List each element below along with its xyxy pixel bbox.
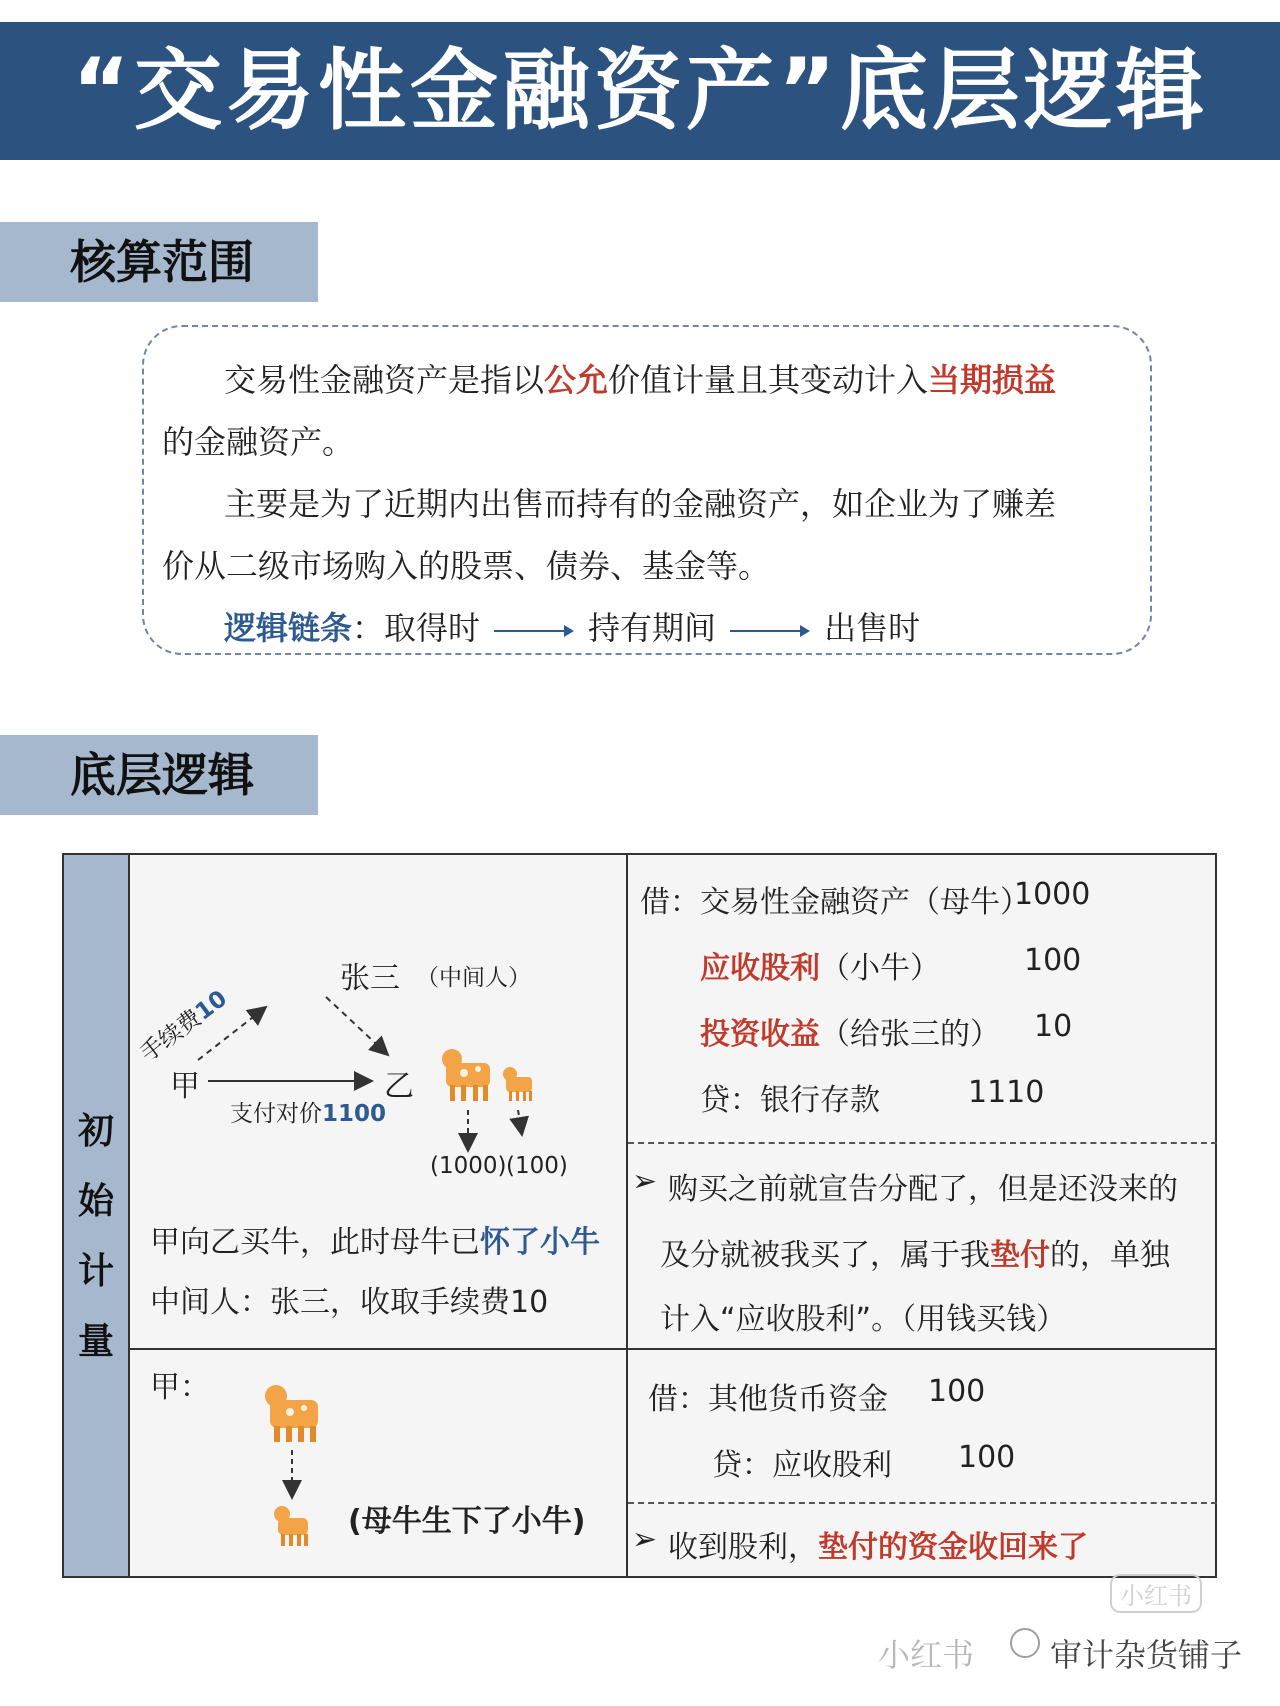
logic-chain-label: 逻辑链条 — [224, 609, 353, 647]
calf-icon — [503, 1067, 532, 1101]
definition-line-4: 价从二级市场购入的股票、债券、基金等。 — [162, 547, 771, 585]
dividend-receivable-line — [700, 943, 940, 987]
section-label-scope — [0, 222, 318, 302]
note-prepaid-dividend — [628, 1144, 1217, 1348]
note-text: 的，单独 — [1050, 1238, 1170, 1273]
logic-table — [62, 853, 1217, 1578]
jia-label: 甲 — [170, 1069, 200, 1104]
note-bullet: ➢ — [632, 1164, 658, 1199]
purchase-description — [150, 1217, 600, 1261]
investment-income-amount: 10 — [1034, 1009, 1073, 1044]
profit-loss-highlight: 当期损益 — [928, 361, 1057, 399]
note-received-line — [668, 1522, 1088, 1566]
payment-amount: 1100 — [322, 1101, 387, 1127]
side-label-char: 量 — [77, 1321, 114, 1362]
dividend-receivable-label: 应收股利 — [700, 951, 820, 986]
prepaid-highlight: 垫付 — [990, 1238, 1050, 1273]
investment-income-label: 投资收益 — [700, 1017, 820, 1052]
purchase-text: 甲向乙买牛，此时母牛已 — [150, 1225, 480, 1260]
chain-step-holding: 持有期间 — [588, 609, 717, 647]
fee-amount: 10 — [190, 985, 233, 1026]
title-banner — [0, 22, 1280, 160]
credit-dividend-receivable-amount: 100 — [958, 1440, 1016, 1475]
middleman-arrow — [326, 997, 388, 1055]
funds-recovered-highlight: 垫付的资金收回来了 — [818, 1530, 1088, 1565]
side-column — [64, 855, 130, 1576]
calf-note: （小牛） — [820, 951, 940, 986]
fair-value-highlight: 公允 — [544, 361, 609, 399]
credit-dividend-receivable: 贷：应收股利 — [712, 1448, 892, 1483]
pregnant-highlight: 怀了小牛 — [480, 1225, 600, 1260]
debit-other-funds-amount: 100 — [928, 1374, 986, 1409]
dividend-receivable-amount: 100 — [1024, 943, 1082, 978]
debit-other-funds: 借：其他货币资金 — [648, 1382, 888, 1417]
note-text: 收到股利， — [668, 1530, 818, 1565]
side-label-char: 初 — [77, 1111, 114, 1152]
definition-text: 交易性金融资产是指以 — [224, 361, 545, 399]
note-dividend-received — [628, 1504, 1217, 1576]
zhangsan-label: 张三 — [340, 961, 400, 996]
note-line-1: 购买之前就宣告分配了，但是还没来的 — [668, 1172, 1178, 1207]
definition-line-2: 的金融资产。 — [162, 423, 355, 461]
birth-diagram — [130, 1350, 626, 1576]
note-line-2 — [660, 1230, 1170, 1274]
middleman-label: （中间人） — [416, 965, 531, 991]
fee-text: 手续费 — [135, 1004, 207, 1068]
definition-line-1 — [224, 355, 1056, 401]
cow-value-label: (1000) — [430, 1153, 507, 1179]
payment-label — [230, 1095, 386, 1128]
side-label-char: 始 — [77, 1181, 114, 1222]
definition-text: 价值计量且其变动计入 — [608, 361, 929, 399]
arrow-right-icon — [494, 620, 574, 640]
note-text: 及分就被我买了，属于我 — [660, 1238, 990, 1273]
diagram-cell — [130, 855, 626, 1348]
watermark-account: 审计杂货铺子 — [1050, 1636, 1243, 1674]
chain-step-sale: 出售时 — [824, 609, 921, 647]
zhangsan-note: （给张三的） — [820, 1017, 1000, 1052]
journal-entry-purchase — [628, 855, 1217, 1142]
debit-trading-asset-amount: 1000 — [1014, 877, 1091, 912]
arrow-right-icon — [730, 620, 810, 640]
middleman-description: 中间人：张三，收取手续费10 — [150, 1285, 549, 1320]
section-label-logic-text: 底层逻辑 — [70, 748, 254, 802]
watermark-platform: 小红书 — [878, 1636, 975, 1674]
definition-line-3: 主要是为了近期内出售而持有的金融资产，如企业为了赚差 — [224, 485, 1057, 523]
side-label-char: 计 — [77, 1251, 114, 1292]
wechat-icon — [1010, 1628, 1040, 1658]
cow-icon — [265, 1385, 318, 1442]
calf-down-arrow — [518, 1110, 522, 1135]
birth-cell — [130, 1350, 626, 1576]
payment-text: 支付对价 — [230, 1101, 322, 1127]
credit-bank-deposit: 贷：银行存款 — [700, 1083, 880, 1118]
jia-lower-label: 甲： — [150, 1370, 210, 1405]
debit-trading-asset: 借：交易性金融资产（母牛） — [640, 885, 1030, 920]
note-bullet: ➢ — [632, 1522, 658, 1557]
yi-label: 乙 — [384, 1069, 414, 1104]
definition-box — [142, 325, 1152, 655]
section-label-logic — [0, 735, 318, 815]
cow-icon — [442, 1049, 490, 1101]
section-label-scope-text: 核算范围 — [70, 235, 254, 289]
logic-chain-colon: ： — [352, 609, 385, 647]
chain-step-acquire: 取得时 — [384, 609, 481, 647]
page-title: “交易性金融资产”底层逻辑 — [72, 39, 1208, 142]
logic-chain — [224, 603, 920, 649]
watermark-stamp: 小红书 — [1110, 1574, 1202, 1613]
birth-caption: (母牛生下了小牛) — [348, 1504, 586, 1539]
journal-entry-dividend — [628, 1350, 1217, 1502]
note-line-3: 计入“应收股利”。（用钱买钱） — [660, 1302, 1067, 1337]
calf-value-label: (100) — [506, 1153, 568, 1179]
investment-income-line — [700, 1009, 1000, 1053]
calf-icon — [274, 1506, 308, 1546]
credit-bank-deposit-amount: 1110 — [968, 1075, 1045, 1110]
